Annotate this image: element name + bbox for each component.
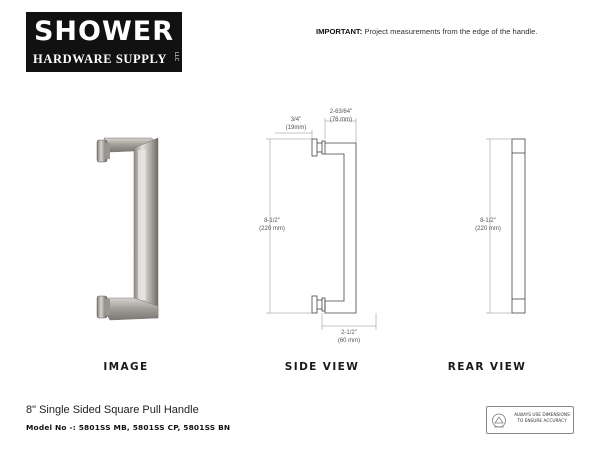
- rear-view-drawing: [512, 139, 525, 313]
- logo-wordmark-top: SHOWER: [33, 16, 174, 47]
- model-prefix: Model No -:: [26, 423, 79, 432]
- height-dimension-mm: (220 mm): [259, 226, 285, 232]
- depth-dimension: 2-63/64": [329, 109, 353, 115]
- product-title: 8" Single Sided Square Pull Handle: [26, 404, 199, 416]
- accuracy-stamp-line2: TO ENSURE ACCURACY: [517, 419, 567, 424]
- model-list: 5801SS MB, 5801SS CP, 5801SS BN: [78, 423, 231, 432]
- logo-wordmark-bottom: HARDWARE SUPPLY: [33, 52, 167, 66]
- standoff-dimension-mm: (19mm): [285, 125, 307, 131]
- model-numbers: [26, 423, 230, 432]
- side-view-dimension-text: [259, 109, 360, 344]
- measurement-note-text: Project measurements from the edge of the handle.: [364, 27, 538, 36]
- bar-dimension-mm: (60 mm): [337, 338, 361, 344]
- accuracy-stamp-line1: ALWAYS USE DIMENSIONS: [514, 413, 570, 418]
- handle-photo: [97, 138, 158, 320]
- measure-icon: [491, 412, 507, 429]
- side-view-dimensions: [266, 118, 376, 330]
- accuracy-stamp-text: [511, 413, 573, 425]
- bar-dimension: 2-1/2": [341, 330, 357, 336]
- standoff-dimension: 3/4": [290, 117, 302, 123]
- measurement-note-label: IMPORTANT:: [316, 27, 363, 36]
- rear-height-dimension-mm: (220 mm): [475, 226, 501, 232]
- side-view-drawing: [312, 139, 356, 313]
- rear-view-label: REAR VIEW: [447, 361, 527, 373]
- logo-llc: LLC: [173, 52, 179, 62]
- height-dimension: 8-1/2": [264, 218, 280, 224]
- accuracy-stamp: [486, 406, 574, 434]
- rear-height-dimension: 8-1/2": [480, 218, 496, 224]
- side-view-label: SIDE VIEW: [284, 361, 360, 373]
- image-label: IMAGE: [103, 361, 149, 373]
- depth-dimension-mm: (76 mm): [329, 117, 353, 123]
- rear-view-dimension-text: [475, 218, 501, 232]
